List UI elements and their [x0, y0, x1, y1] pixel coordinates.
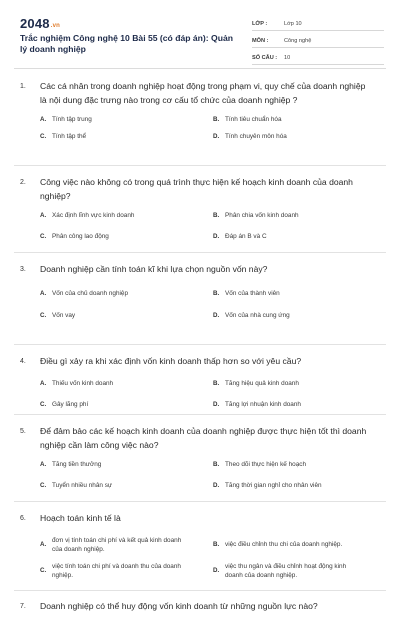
option-text: đơn vị tính toán chi phí và kết quả kinh doanh của doanh nghiệp.: [52, 536, 182, 553]
option-letter: D.: [213, 233, 220, 240]
option-letter: D.: [213, 567, 220, 574]
option-letter: C.: [40, 482, 47, 489]
question-text: Hoạch toán kinh tế là: [40, 513, 121, 523]
answer-option[interactable]: [213, 460, 386, 469]
meta-label: MÔN :: [252, 38, 269, 44]
answer-option[interactable]: [213, 211, 386, 220]
option-text: Tăng hiệu quả kinh doanh: [225, 379, 299, 387]
answer-option[interactable]: [213, 400, 386, 409]
option-text: Tăng thời gian nghỉ cho nhân viên: [225, 482, 322, 489]
meta-value: Lớp 10: [284, 21, 302, 27]
option-letter: B.: [213, 212, 220, 219]
question-number: 1.: [20, 83, 26, 90]
answer-option[interactable]: [40, 289, 213, 298]
option-text: Tăng lợi nhuận kinh doanh: [225, 400, 301, 408]
meta-row-count: [252, 48, 384, 65]
answer-option[interactable]: [40, 460, 213, 469]
option-text: Phân công lao động: [52, 233, 109, 240]
answer-option[interactable]: [213, 379, 386, 388]
meta-row-class: [252, 14, 384, 31]
question-text: Điều gì xảy ra khi xác định vốn kinh doanh thấp hơn so với yêu cầu?: [40, 356, 302, 366]
answer-option[interactable]: [213, 232, 386, 241]
option-text: Thiếu vốn kinh doanh: [52, 379, 114, 387]
answer-option[interactable]: [40, 232, 213, 241]
option-text: Vốn của chủ doanh nghiệp: [52, 289, 129, 297]
answer-option[interactable]: [213, 115, 386, 124]
question-number: 7.: [20, 603, 26, 610]
meta-row-subject: [252, 31, 384, 48]
answer-option[interactable]: [213, 311, 386, 320]
option-letter: D.: [213, 311, 220, 319]
question-item: [14, 415, 386, 502]
option-letter: D.: [213, 133, 220, 140]
quiz-meta-table: [252, 14, 384, 65]
option-letter: B.: [213, 461, 220, 468]
option-text: Tính tập trung: [52, 116, 92, 123]
option-text: Xác định lĩnh vực kinh doanh: [52, 212, 135, 219]
option-letter: A.: [40, 379, 47, 387]
page-title: Trắc nghiệm Công nghệ 10 Bài 55 (có đáp án): Quản lý doanh nghiệp: [20, 33, 233, 54]
option-letter: C.: [40, 400, 47, 408]
option-text: Đáp án B và C: [225, 233, 267, 240]
question-text: Doanh nghiệp có thể huy động vốn kinh doanh từ những nguồn lực nào?: [40, 601, 318, 611]
site-logo[interactable]: [20, 16, 60, 31]
answer-option[interactable]: [40, 132, 213, 141]
question-item: [14, 166, 386, 253]
answer-option[interactable]: [40, 536, 213, 554]
option-text: Tuyển nhiều nhân sự: [52, 482, 113, 489]
option-text: Tính tiêu chuẩn hóa: [225, 116, 282, 123]
question-item: [14, 68, 386, 166]
answer-option[interactable]: [40, 211, 213, 220]
option-text: Vốn vay: [52, 311, 76, 319]
option-letter: B.: [213, 541, 220, 548]
option-letter: A.: [40, 212, 47, 219]
question-item: [14, 502, 386, 591]
question-number: 6.: [20, 515, 26, 522]
question-list: [0, 68, 400, 631]
option-letter: A.: [40, 541, 47, 548]
option-text: Gây lãng phí: [52, 400, 89, 408]
question-text: Công việc nào không có trong quá trình thực hiện kế hoạch kinh doanh của doanh nghiệp?: [40, 177, 353, 201]
logo-text: 2048: [20, 16, 50, 31]
option-letter: C.: [40, 311, 47, 319]
option-letter: C.: [40, 233, 47, 240]
question-text: Để đảm bảo các kế hoạch kinh doanh của doanh nghiệp được thực hiện tốt thì doanh nghiệp cần làm công việc nào?: [40, 426, 367, 450]
option-letter: A.: [40, 461, 47, 468]
answer-option[interactable]: [213, 481, 386, 490]
option-letter: D.: [213, 400, 220, 408]
option-letter: C.: [40, 567, 47, 574]
option-text: Theo dõi thực hiện kế hoạch: [225, 461, 307, 468]
answer-option[interactable]: [40, 481, 213, 490]
answer-option[interactable]: [40, 115, 213, 124]
answer-option[interactable]: [213, 536, 386, 554]
option-letter: B.: [213, 379, 220, 387]
option-text: việc điều chỉnh thu chi của doanh nghiệp.: [225, 541, 343, 548]
option-letter: A.: [40, 289, 47, 297]
option-text: Tính tập thể: [52, 133, 87, 140]
question-number: 4.: [20, 358, 26, 365]
option-text: Tính chuyên môn hóa: [225, 133, 287, 140]
meta-value: 10: [284, 55, 291, 61]
option-letter: C.: [40, 133, 47, 140]
question-item: [14, 591, 386, 631]
option-text: việc tính toán chi phí và doanh thu của doanh nghiệp.: [52, 562, 181, 579]
question-number: 2.: [20, 179, 26, 186]
question-text: Các cá nhân trong doanh nghiệp hoạt động trong phạm vi, quy chế của doanh nghiệp là nội dung đặc trưng nào trong cơ cấu tổ chức của doanh nghiệp ?: [40, 81, 366, 105]
question-item: [14, 345, 386, 415]
answer-option[interactable]: [213, 132, 386, 141]
question-item: [14, 253, 386, 345]
option-text: việc thu ngân và điều chỉnh hoạt động kinh doanh của doanh nghiệp.: [225, 562, 347, 579]
option-text: Phân chia vốn kinh doanh: [225, 212, 299, 219]
option-letter: D.: [213, 482, 220, 489]
meta-label: LỚP :: [252, 21, 268, 27]
option-letter: A.: [40, 116, 47, 123]
quiz-header: [0, 0, 400, 62]
meta-value: Công nghệ: [284, 38, 312, 44]
meta-label: SỐ CÂU :: [252, 55, 278, 61]
answer-option[interactable]: [40, 562, 213, 580]
answer-option[interactable]: [213, 562, 386, 580]
option-letter: B.: [213, 289, 220, 297]
answer-option[interactable]: [40, 311, 213, 320]
question-number: 5.: [20, 428, 26, 435]
option-text: Vốn của nhà cung ứng: [225, 311, 290, 319]
answer-option[interactable]: [40, 379, 213, 388]
question-text: Doanh nghiệp cần tính toán kĩ khi lựa chọn nguồn vốn này?: [40, 264, 268, 274]
option-letter: B.: [213, 116, 220, 123]
answer-option[interactable]: [213, 289, 386, 298]
option-text: Vốn của thành viên: [225, 289, 280, 297]
logo-suffix: .vn: [50, 23, 61, 29]
answer-option[interactable]: [40, 400, 213, 409]
question-number: 3.: [20, 266, 26, 273]
option-text: Tăng tiền thưởng: [52, 461, 102, 468]
